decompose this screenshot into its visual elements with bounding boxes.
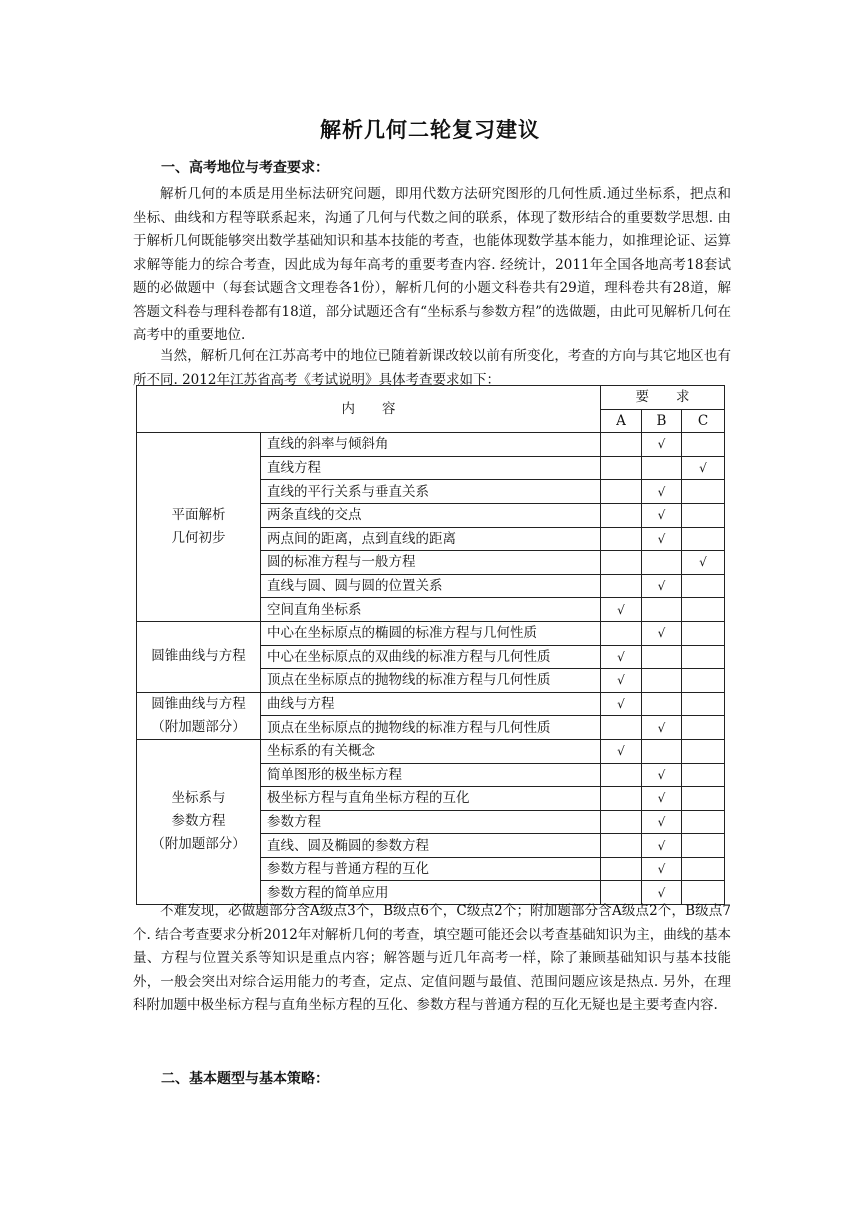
level-b-cell: [642, 787, 682, 811]
content-item: 直线的平行关系与垂直关系: [261, 480, 601, 504]
group-label-line: 圆锥曲线与方程: [151, 695, 246, 712]
level-c-cell: [682, 527, 725, 551]
group-label: [137, 621, 261, 692]
table-body: [137, 433, 725, 905]
level-b-cell: [642, 598, 682, 622]
check-mark-icon: √: [657, 508, 666, 523]
section-1-paragraph-3: 不难发现，必做题部分含A级点3个，B级点6个，C级点2个；附加题部分含A级点2个，B级点7个. 结合考查要求分析2012年对解析几何的考查，填空题可能还会以考查基础知识为主，曲线的基本量、方程与位置关系等知识是重点内容；解答题与近几年高考一样，除了兼顾基础知识与基本技能外，一般会突出对综合运用能力的考查，定点、定值问题与最值、范围问题应该是热点. 另外，在理科附加题中极坐标方程与直角坐标方程的互化、参数方程与普通方程的互化无疑也是主要考查内容.: [133, 903, 731, 1013]
check-mark-icon: √: [617, 673, 625, 688]
content-item: 参数方程与普通方程的互化: [261, 857, 601, 881]
group-label: [137, 433, 261, 622]
table-row: [137, 621, 725, 645]
check-mark-icon: √: [617, 649, 625, 664]
level-b-cell: [642, 433, 682, 457]
level-a-cell: [601, 763, 642, 787]
level-a-cell: [601, 716, 642, 740]
level-c-cell: [682, 857, 725, 881]
level-c-cell: [682, 763, 725, 787]
level-b-cell: [642, 551, 682, 575]
level-c-cell: [682, 810, 725, 834]
document-title: 解析几何二轮复习建议: [320, 117, 540, 142]
group-label: [137, 692, 261, 739]
check-mark-icon: √: [657, 531, 666, 546]
content-item: 直线的斜率与倾斜角: [261, 433, 601, 457]
group-label-line: 坐标系与: [171, 790, 226, 807]
level-c-cell: [682, 645, 725, 669]
level-b-cell: [642, 621, 682, 645]
content-item: 参数方程: [261, 810, 601, 834]
level-c-cell: [682, 739, 725, 763]
level-c-cell: [682, 669, 725, 693]
content-item: 顶点在坐标原点的抛物线的标准方程与几何性质: [261, 716, 601, 740]
level-c-cell: [682, 716, 725, 740]
group-label-line: 圆锥曲线与方程: [151, 648, 246, 665]
level-c-cell: [682, 692, 725, 716]
level-c-cell: [682, 787, 725, 811]
level-a-cell: [601, 551, 642, 575]
check-mark-icon: √: [657, 720, 666, 735]
level-a-cell: [601, 598, 642, 622]
level-a-cell: [601, 692, 642, 716]
level-c-cell: [682, 551, 725, 575]
group-label: [137, 739, 261, 904]
group-label-line: 平面解析: [171, 507, 226, 524]
check-mark-icon: √: [617, 744, 625, 759]
content-item: 两条直线的交点: [261, 503, 601, 527]
level-b-cell: [642, 763, 682, 787]
content-item: 极坐标方程与直角坐标方程的互化: [261, 787, 601, 811]
check-mark-icon: √: [657, 814, 666, 829]
section-1-paragraph-1: 解析几何的本质是用坐标法研究问题，即用代数方法研究图形的几何性质.通过坐标系，把点和坐标、曲线和方程等联系起来，沟通了几何与代数之间的联系，体现了数形结合的重要数学思想. 由于解析几何既能够突出数学基础知识和基本技能的考查，也能体现数学基本能力，如推理论证、运算求解等能力的综合考查，因此成为每年高考的重要考查内容. 经统计，2011年全国各地高考18套试题的必做题中（每套试题含文理卷各1份），解析几何的小题文科卷共有29道，理科卷共有28道，解答题文科卷与理科卷都有18道，部分试题还含有“坐标系与参数方程”的选做题，由此可见解析几何在高考中的重要地位.: [133, 186, 731, 343]
table-row: [137, 692, 725, 716]
level-a-cell: [601, 621, 642, 645]
check-mark-icon: √: [657, 767, 666, 782]
level-a-cell: [601, 456, 642, 480]
level-b-cell: [642, 527, 682, 551]
level-c-cell: [682, 834, 725, 858]
group-label-line: （附加题部分）: [151, 718, 246, 735]
level-a-cell: [601, 503, 642, 527]
group-label-line: （附加题部分）: [151, 836, 246, 853]
content-item: 空间直角坐标系: [261, 598, 601, 622]
section-1-heading: 一、高考地位与考查要求：: [161, 160, 329, 176]
section-2-heading: 二、基本题型与基本策略：: [161, 1071, 329, 1087]
content-item: 坐标系的有关概念: [261, 739, 601, 763]
level-b-cell: [642, 834, 682, 858]
level-c-cell: [682, 598, 725, 622]
table-row: [137, 739, 725, 763]
level-b-cell: [642, 645, 682, 669]
level-a-cell: [601, 810, 642, 834]
check-mark-icon: √: [657, 838, 666, 853]
level-b-cell: [642, 456, 682, 480]
check-mark-icon: √: [657, 437, 666, 452]
content-item: 中心在坐标原点的双曲线的标准方程与几何性质: [261, 645, 601, 669]
table-row: [137, 433, 725, 457]
level-a-cell: [601, 480, 642, 504]
level-b-cell: [642, 692, 682, 716]
level-c-cell: [682, 456, 725, 480]
header-requirement: 要 求: [601, 386, 725, 410]
check-mark-icon: √: [699, 555, 707, 570]
level-b-cell: [642, 810, 682, 834]
group-label-line: 参数方程: [171, 813, 226, 830]
check-mark-icon: √: [657, 885, 666, 900]
content-item: 直线、圆及椭圆的参数方程: [261, 834, 601, 858]
level-b-cell: [642, 739, 682, 763]
level-b-cell: [642, 857, 682, 881]
level-b-cell: [642, 716, 682, 740]
content-item: 直线与圆、圆与圆的位置关系: [261, 574, 601, 598]
level-a-cell: [601, 527, 642, 551]
level-c-cell: [682, 503, 725, 527]
content-item: 参数方程的简单应用: [261, 881, 601, 905]
content-item: 直线方程: [261, 456, 601, 480]
level-a-cell: [601, 857, 642, 881]
check-mark-icon: √: [699, 461, 707, 476]
header-level-a: A: [601, 409, 642, 433]
content-item: 中心在坐标原点的椭圆的标准方程与几何性质: [261, 621, 601, 645]
content-item: 曲线与方程: [261, 692, 601, 716]
header-content: 内 容: [137, 386, 601, 433]
level-c-cell: [682, 433, 725, 457]
check-mark-icon: √: [657, 626, 666, 641]
level-a-cell: [601, 787, 642, 811]
content-item: 两点间的距离，点到直线的距离: [261, 527, 601, 551]
level-a-cell: [601, 645, 642, 669]
exam-requirements-table: [136, 385, 725, 905]
check-mark-icon: √: [617, 602, 625, 617]
section-1-paragraph-2: 当然，解析几何在江苏高考中的地位已随着新课改较以前有所变化，考查的方向与其它地区也有所不同. 2012年江苏省高考《考试说明》具体考查要求如下：: [133, 348, 731, 388]
level-b-cell: [642, 574, 682, 598]
level-a-cell: [601, 433, 642, 457]
level-c-cell: [682, 480, 725, 504]
level-a-cell: [601, 739, 642, 763]
check-mark-icon: √: [617, 697, 625, 712]
content-item: 顶点在坐标原点的抛物线的标准方程与几何性质: [261, 669, 601, 693]
group-label-line: 几何初步: [171, 530, 226, 547]
check-mark-icon: √: [657, 791, 666, 806]
level-b-cell: [642, 669, 682, 693]
check-mark-icon: √: [657, 484, 666, 499]
level-a-cell: [601, 574, 642, 598]
check-mark-icon: √: [657, 862, 666, 877]
table-header: [137, 386, 725, 433]
level-a-cell: [601, 834, 642, 858]
level-b-cell: [642, 480, 682, 504]
level-a-cell: [601, 669, 642, 693]
level-b-cell: [642, 503, 682, 527]
check-mark-icon: √: [657, 579, 666, 594]
header-level-b: B: [642, 409, 682, 433]
content-item: 简单图形的极坐标方程: [261, 763, 601, 787]
header-level-c: C: [682, 409, 725, 433]
level-c-cell: [682, 574, 725, 598]
level-c-cell: [682, 621, 725, 645]
content-item: 圆的标准方程与一般方程: [261, 551, 601, 575]
